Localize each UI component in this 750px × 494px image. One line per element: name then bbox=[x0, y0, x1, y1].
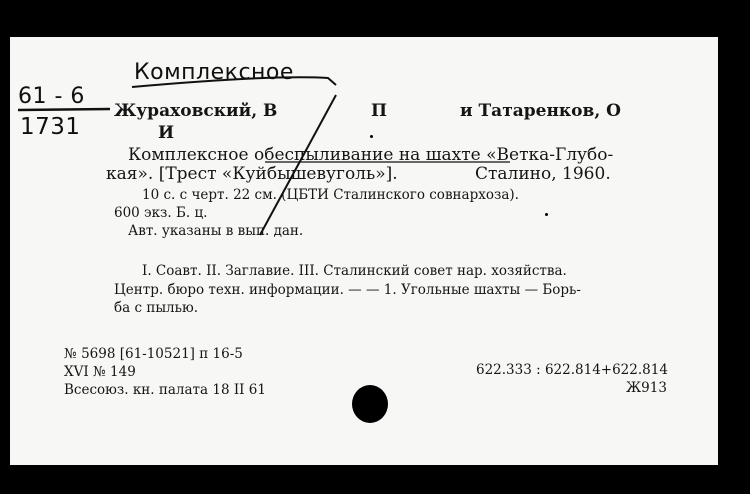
tracing-line-1: I. Соавт. II. Заглавие. III. Сталинский совет нар. хозяйства. bbox=[142, 263, 567, 279]
registration-number: № 5698 [61-10521] п 16-5 bbox=[64, 346, 243, 362]
punch-hole bbox=[352, 385, 388, 423]
title-line-1: Комплексное обеспыливание на шахте «Ветка-Глубо- bbox=[128, 145, 614, 165]
handwritten-code-top: 61 - 6 bbox=[18, 84, 85, 109]
handwritten-topic: Комплексное bbox=[134, 60, 294, 85]
copies: 600 экз. Б. ц. bbox=[114, 205, 208, 221]
coauthor: и Татаренков, О bbox=[460, 101, 621, 121]
book-chamber: Всесоюз. кн. палата 18 II 61 bbox=[64, 382, 266, 398]
author: Жураховский, В bbox=[114, 101, 278, 121]
udc-index: 622.333 : 622.814+622.814 bbox=[476, 362, 668, 378]
author-initial-2: И bbox=[158, 123, 175, 143]
author-note: Авт. указаны в вып. дан. bbox=[128, 223, 304, 239]
series-number: XVI № 149 bbox=[64, 364, 136, 380]
author-initial: П bbox=[371, 101, 388, 121]
speck bbox=[545, 213, 548, 216]
tracing-line-2: Центр. бюро техн. информации. — — 1. Угольные шахты — Борь- bbox=[114, 282, 581, 298]
collation: 10 с. с черт. 22 см. (ЦБТИ Сталинского совнархоза). bbox=[142, 187, 519, 203]
catalog-card bbox=[10, 37, 718, 465]
scan-border bbox=[718, 37, 750, 465]
place-year: Сталино, 1960. bbox=[475, 164, 611, 184]
shelf-mark: Ж913 bbox=[626, 380, 667, 396]
speck bbox=[370, 135, 373, 138]
tracing-line-3: ба с пылью. bbox=[114, 300, 199, 316]
title-line-2: кая». [Трест «Куйбышевуголь»]. bbox=[106, 164, 398, 184]
handwritten-code-bottom: 1731 bbox=[20, 114, 81, 140]
code-divider bbox=[18, 109, 110, 110]
